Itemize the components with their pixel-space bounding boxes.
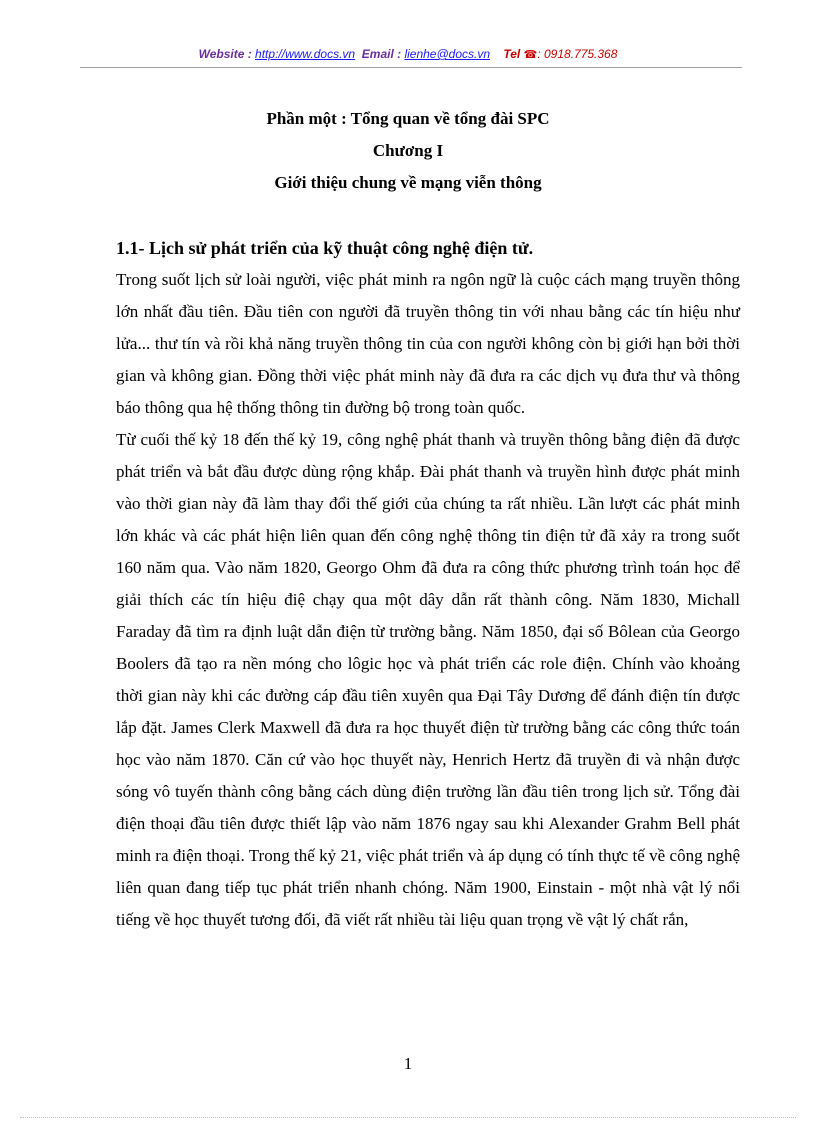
email-link[interactable]: lienhe@docs.vn: [404, 47, 491, 61]
email-separator: :: [393, 47, 405, 61]
tel-label: Tel: [503, 47, 521, 61]
email-label: Email: [361, 47, 394, 61]
website-link[interactable]: http://www.docs.vn: [255, 47, 356, 61]
page-header: [0, 47, 816, 61]
page-bottom-border: [20, 1117, 796, 1118]
paragraph: Từ cuối thế kỷ 18 đến thế kỷ 19, công nghệ phát thanh và truyền thông bằng điện đã được phát triển và bắt đầu được dùng rộng khắp. Đài phát thanh và truyền hình được phát minh vào thời gian này đã làm thay đổi thế giới của chúng ta rất nhiều. Lần lượt các phát minh lớn khác và các phát hiện liên quan đến công nghệ thông tin điện tử đã xảy ra trong suốt 160 năm qua. Vào năm 1820, Georgo Ohm đã đưa ra công thức phương trình toán học để giải thích các tín hiệu điệ chạy qua một dây dẫn rất thành công. Năm 1830, Michall Faraday đã tìm ra định luật dẫn điện từ trường bằng. Năm 1850, đại số Bôlean của Georgo Boolers đã tạo ra nền móng cho lôgic học và phát triển các role điện. Chính vào khoảng thời gian này khi các đường cáp đầu tiên xuyên qua Đại Tây Dương để đánh điện tín được lắp đặt. James Clerk Maxwell đã đưa ra học thuyết điện từ trường bằng các công thức toán học vào năm 1870. Căn cứ vào học thuyết này, Henrich Hertz đã truyền đi và nhận được sóng vô tuyến thành công bằng cách dùng điện trường lần đầu tiên trong lịch sử. Tổng đài điện thoại đầu tiên được thiết lập vào năm 1876 ngay sau khi Alexander Grahm Bell phát minh ra điện thoại. Trong thế kỷ 21, việc phát triển và áp dụng có tính thực tế về công nghệ liên quan đang tiếp tục phát triển nhanh chóng. Năm 1900, Einstain - một nhà vật lý nổi tiếng về học thuyết tương đối, đã viết rất nhiều tài liệu quan trọng về vật lý chất rắn,: [116, 430, 740, 929]
title-block: [0, 103, 816, 199]
section-heading: 1.1- Lịch sử phát triển của kỹ thuật công nghệ điện tử.: [116, 238, 534, 258]
chapter-title: Chương I: [372, 141, 444, 160]
website-label: Website :: [198, 47, 256, 61]
phone-icon: ☎: [523, 49, 538, 61]
paragraph: Trong suốt lịch sử loài người, việc phát minh ra ngôn ngữ là cuộc cách mạng truyền thông lớn nhất đầu tiên. Đầu tiên con người đã truyền thông tin với nhau bằng các tín hiệu như lửa... thư tín và rồi khả năng truyền thông tin của con người không còn bị giới hạn bởi thời gian và không gian. Đồng thời việc phát minh này đã đưa ra các dịch vụ đưa thư và thông báo thông qua hệ thống thông tin đường bộ trong toàn quốc.: [116, 270, 740, 417]
chapter-subtitle: Giới thiệu chung về mạng viễn thông: [274, 173, 542, 192]
part-title: Phần một : Tổng quan về tổng đài SPC: [266, 109, 550, 128]
document-body: [116, 232, 740, 936]
header-divider: [80, 67, 742, 68]
page-number: 1: [403, 1054, 413, 1073]
tel-value: : 0918.775.368: [537, 47, 618, 61]
